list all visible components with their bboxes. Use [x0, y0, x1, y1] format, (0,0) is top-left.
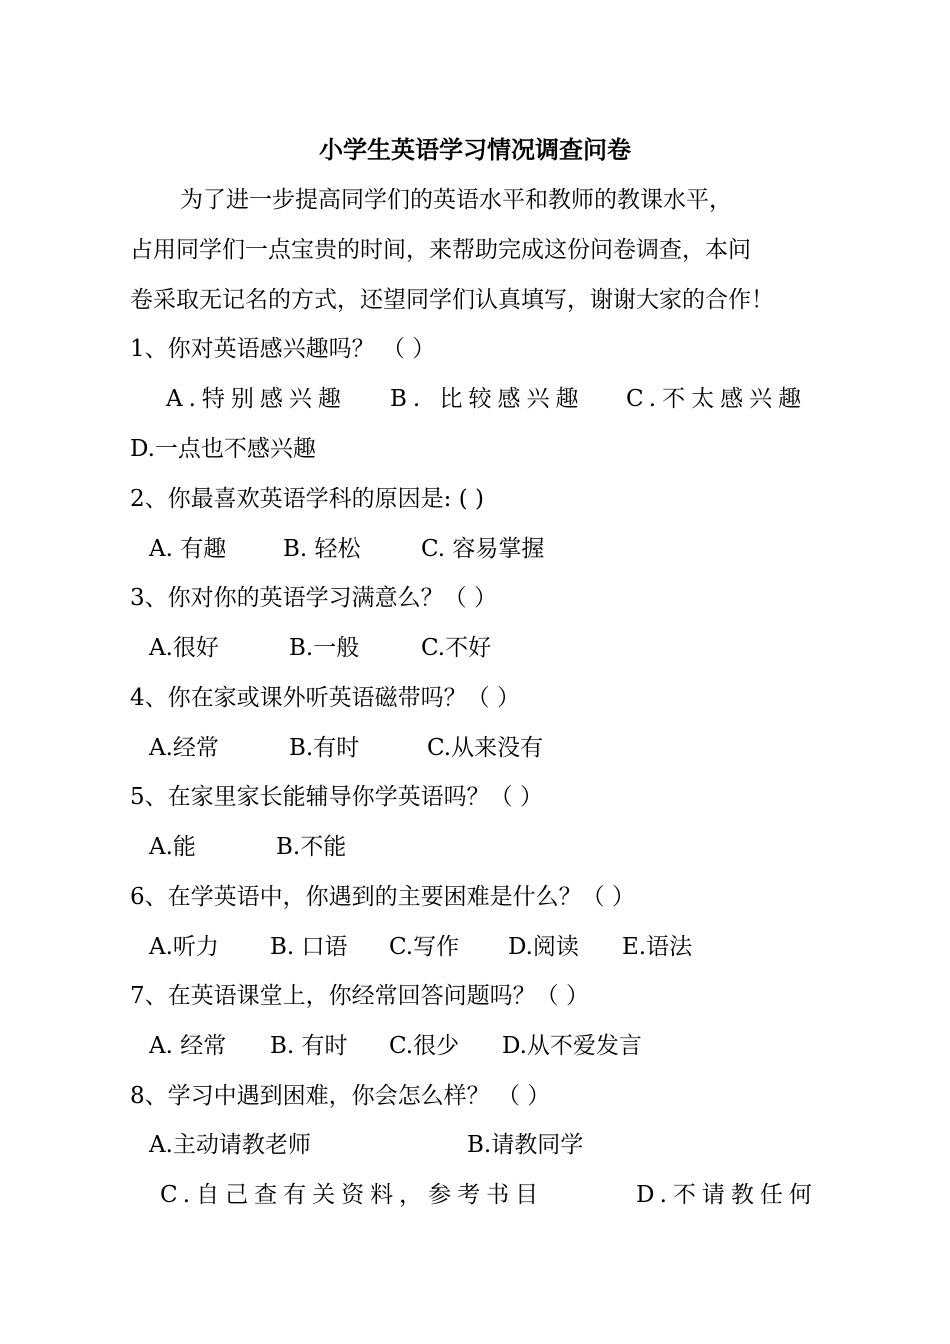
question-2: 2、你最喜欢英语学科的原因是: ( ): [130, 486, 484, 512]
q3-option-b: B.一般: [289, 635, 360, 661]
q7-option-c: C.很少: [389, 1033, 460, 1059]
question-3: 3、你对你的英语学习满意么？（ ）: [130, 585, 497, 611]
q1-option-c: C.不太感兴趣: [626, 386, 808, 412]
q6-option-d: D.阅读: [508, 934, 579, 960]
q8-option-b: B.请教同学: [467, 1132, 584, 1158]
q3-option-a: A.很好: [149, 635, 219, 661]
q8-option-d: D.不请教任何: [636, 1182, 818, 1208]
question-4: 4、你在家或课外听英语磁带吗？（ ）: [130, 685, 520, 711]
q3-option-c: C.不好: [421, 635, 492, 661]
question-1: 1、你对英语感兴趣吗？ （ ）: [130, 336, 436, 362]
q5-option-b: B.不能: [276, 834, 347, 860]
question-7: 7、在英语课堂上，你经常回答问题吗？（ ）: [130, 983, 589, 1009]
q6-option-e: E.语法: [622, 934, 693, 960]
intro-line: 为了进一步提高同学们的英语水平和教师的教课水平，: [180, 187, 732, 213]
question-5: 5、在家里家长能辅导你学英语吗？（ ）: [130, 784, 543, 810]
q8-option-a: A.主动请教老师: [149, 1132, 311, 1158]
q7-option-d: D.从不爱发言: [502, 1033, 642, 1059]
q6-option-a: A.听力: [149, 934, 219, 960]
intro-line: 占用同学们一点宝贵的时间，来帮助完成这份问卷调查，本问: [130, 237, 751, 263]
q2-option-c: C. 容易掌握: [421, 536, 545, 562]
q8-option-c: C.自己查有关资料，参考书目: [160, 1182, 545, 1208]
q1-option-d: D.一点也不感兴趣: [130, 436, 316, 462]
q1-option-a: A.特别感兴趣: [166, 386, 347, 412]
q4-option-a: A.经常: [149, 735, 219, 761]
q7-option-a: A. 经常: [149, 1033, 227, 1059]
q4-option-b: B.有时: [289, 735, 360, 761]
q1-option-b: B. 比较感兴趣: [390, 386, 585, 412]
question-6: 6、在学英语中，你遇到的主要困难是什么？（ ）: [130, 884, 635, 910]
question-8: 8、学习中遇到困难，你会怎么样？ （ ）: [130, 1083, 551, 1109]
q6-option-b: B. 口语: [270, 934, 348, 960]
q4-option-c: C.从来没有: [427, 735, 544, 761]
page-title: 小学生英语学习情况调查问卷: [319, 135, 631, 164]
q2-option-b: B. 轻松: [283, 536, 361, 562]
q7-option-b: B. 有时: [270, 1033, 348, 1059]
q5-option-a: A.能: [149, 834, 196, 860]
q2-option-a: A. 有趣: [149, 536, 227, 562]
intro-line: 卷采取无记名的方式，还望同学们认真填写，谢谢大家的合作！: [130, 287, 774, 313]
q6-option-c: C.写作: [389, 934, 460, 960]
